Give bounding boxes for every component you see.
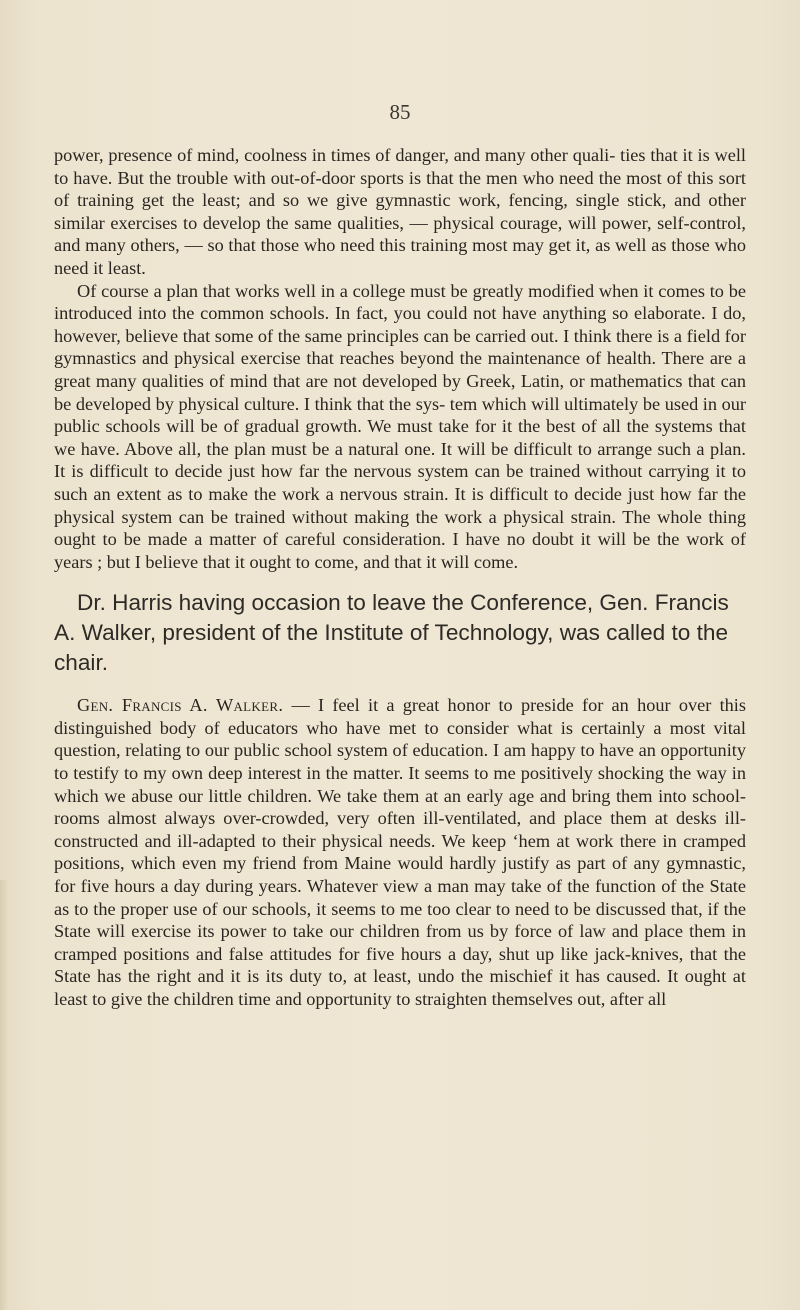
page-number: 85 [389,100,411,124]
paragraph-college-plan: Of course a plan that works well in a college must be greatly modified when it comes to be introduced into the common schools. In fact, you could not have anything so elaborate. I do, however, believe that some of the same principles can be carried out. I think there is a field for gymnastics and physical exercise that reaches beyond the maintenance of health. There are a great many qualities of mind that are not developed by Greek, Latin, or mathematics that can be developed by physical culture. I think that the sys- tem which will ultimately be used in our public schools will be of gradual growth. We must take for it the best of all the systems that we have. Above all, the plan must be a natural one. It will be difficult to arrange such a plan. It is difficult to decide just how far the nervous system can be trained without carrying it to such an extent as to make the work a nervous strain. It is difficult to decide just how far the physical system can be trained without making the work a physical strain. The whole thing ought to be made a matter of careful consideration. I have no doubt it will be the work of years ; but I believe that it ought to come, and that it will come. [54,280,746,572]
paragraph-continued: power, presence of mind, coolness in times of danger, and many other quali- ties that it is well to have. But the trouble with out-of-door sports is that the men who need the most of this sort of training get the least; and so we give gymnastic work, fencing, single stick, and other similar exercises to develop the same qualities, — physical courage, will power, self-control, and many others, — so that those who need this training most may get it, as well as those who need it least. [54,145,746,278]
paragraph-walker-speech [54,694,746,1010]
page-fold-shadow [0,880,8,1310]
body-text [54,144,746,1011]
speaker-name: Gen. Francis A. Walker. [77,695,284,716]
chair-announcement: Dr. Harris having occasion to leave the Conference, Gen. Francis A. Walker, president of the Institute of Technology, was called to the chair. [54,590,729,676]
speech-text: — I feel it a great honor to preside for an hour over this distinguished body of educators who have met to consider what is certainly a most vital question, relating to our public school system of education. I am happy to have an opportunity to testify to my own deep interest in the matter. It seems to me positively shocking the way in which we abuse our little children. We take them at an early age and bring them into school-rooms almost always over-crowded, very often ill-ventilated, and place them at desks ill-constructed and ill-adapted to their physical needs. We keep ‘hem at work there in cramped positions, which even my friend from Maine would hardly justify as part of any gymnastic, for five hours a day during years. Whatever view a man may take of the function of the State as to the proper use of our schools, it seems to me too clear to need to be discussed that, if the State will exercise its power to take our children from us by force of law and place them in cramped positions and false attitudes for five hours a day, shut up like jack-knives, that the State has the right and it is its duty to, at least, undo the mischief it has caused. It ought at least to give the children time and opportunity to straighten themselves out, after all [54,695,746,1009]
